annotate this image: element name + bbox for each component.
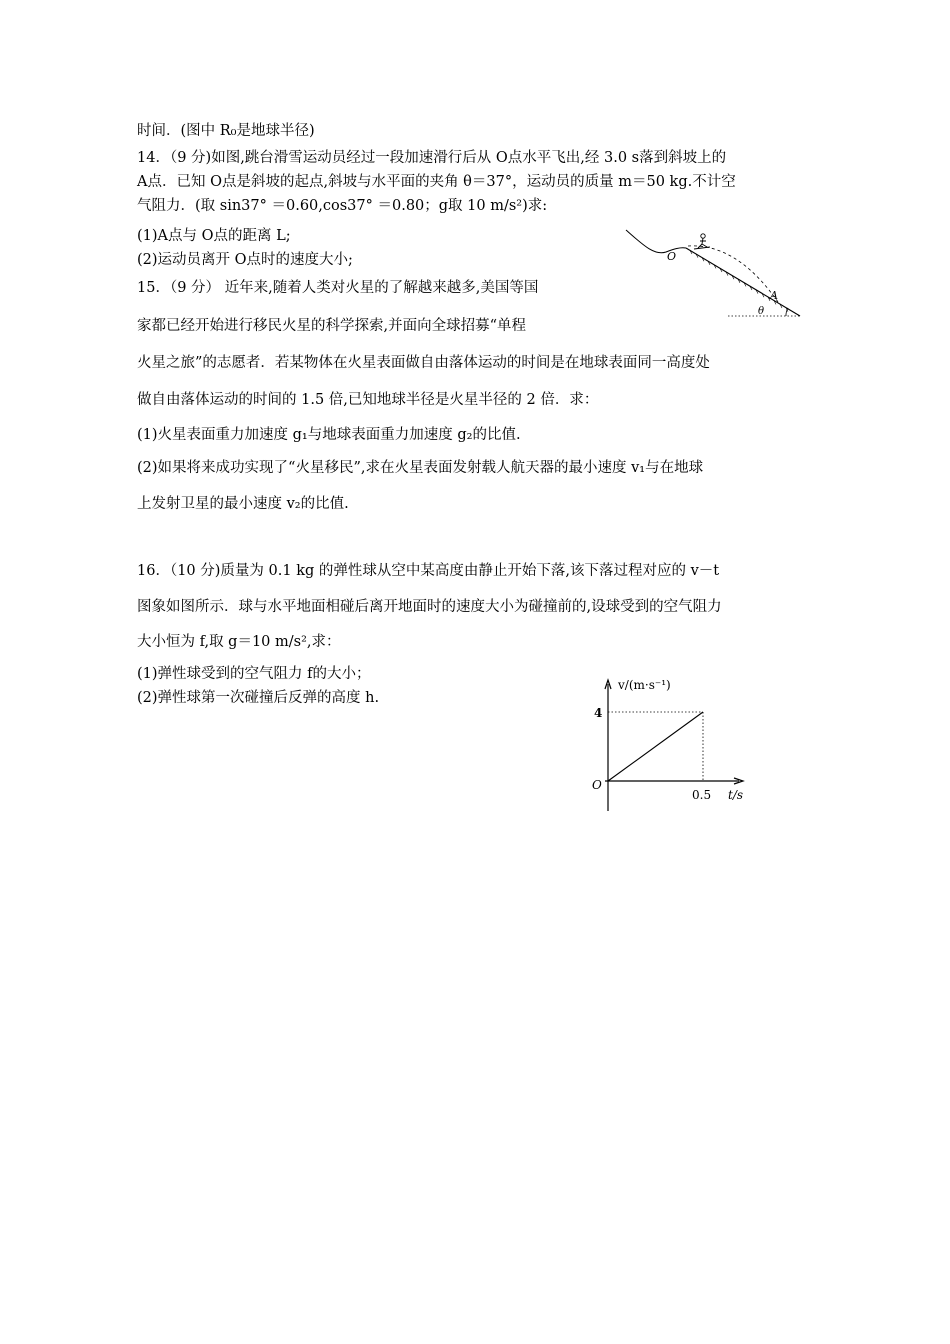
text-line-17: (1)弹性球受到的空气阻力 f的大小；	[137, 666, 371, 682]
label-theta: θ	[758, 306, 765, 317]
y-tick-label: 4	[594, 706, 603, 720]
trajectory-dashed	[688, 246, 778, 302]
origin-label: O	[592, 778, 602, 792]
text-line-8: 家都已经开始进行移民火星的科学探索,并面向全球招募“单程	[137, 318, 527, 334]
series-line-0	[608, 712, 703, 781]
label-a: A	[770, 289, 778, 302]
text-line-1: 时间．(图中 R₀是地球半径)	[137, 123, 315, 139]
x-tick-label: 0.5	[692, 788, 712, 802]
text-line-11: (1)火星表面重力加速度 g₁与地球表面重力加速度 g₂的比值.	[137, 427, 521, 443]
text-line-2: 14．（9 分)如图,跳台滑雪运动员经过一段加速滑行后从 O点水平飞出,经 3.0 s落到斜坡上的	[137, 150, 727, 166]
text-line-5: (1)A点与 O点的距离 L;	[137, 228, 291, 244]
y-axis-label: v/(m·s⁻¹)	[618, 678, 671, 692]
text-line-6: (2)运动员离开 O点时的速度大小;	[137, 252, 353, 268]
text-line-18: (2)弹性球第一次碰撞后反弹的高度 h.	[137, 690, 380, 706]
text-line-14: 16．（10 分)质量为 0.1 kg 的弹性球从空中某高度由静止开始下落,该下落过程对应的 v－t	[137, 563, 720, 579]
label-o: O	[667, 250, 677, 263]
text-line-9: 火星之旅”的志愿者．若某物体在火星表面做自由落体运动的时间是在地球表面同一高度处	[137, 355, 710, 371]
text-line-3: A点．已知 O点是斜坡的起点,斜坡与水平面的夹角 θ＝37°，运动员的质量 m＝50 kg.不计空	[137, 174, 736, 190]
vt-chart	[585, 672, 760, 817]
x-axis-label: t/s	[728, 788, 744, 802]
text-line-16: 大小恒为 f,取 g＝10 m/s²,求：	[137, 634, 341, 650]
angle-arc	[786, 308, 788, 316]
text-line-13: 上发射卫星的最小速度 v₂的比值.	[137, 496, 349, 512]
ramp-curve	[626, 230, 686, 253]
slope-line	[686, 248, 800, 316]
text-line-10: 做自由落体运动的时间的 1.5 倍,已知地球半径是火星半径的 2 倍．求：	[137, 392, 599, 408]
text-line-7: 15．（9 分） 近年来,随着人类对火星的了解越来越多,美国等国	[137, 280, 539, 296]
text-line-4: 气阻力．(取 sin37° ＝0.60,cos37° ＝0.80；g取 10 m/s²)求:	[137, 198, 548, 214]
ski-jump-figure	[620, 222, 810, 322]
text-line-15: 图象如图所示．球与水平地面相碰后离开地面时的速度大小为碰撞前的,设球受到的空气阻力	[137, 599, 722, 615]
text-line-12: (2)如果将来成功实现了“火星移民”,求在火星表面发射载人航天器的最小速度 v₁与在地球	[137, 460, 704, 476]
